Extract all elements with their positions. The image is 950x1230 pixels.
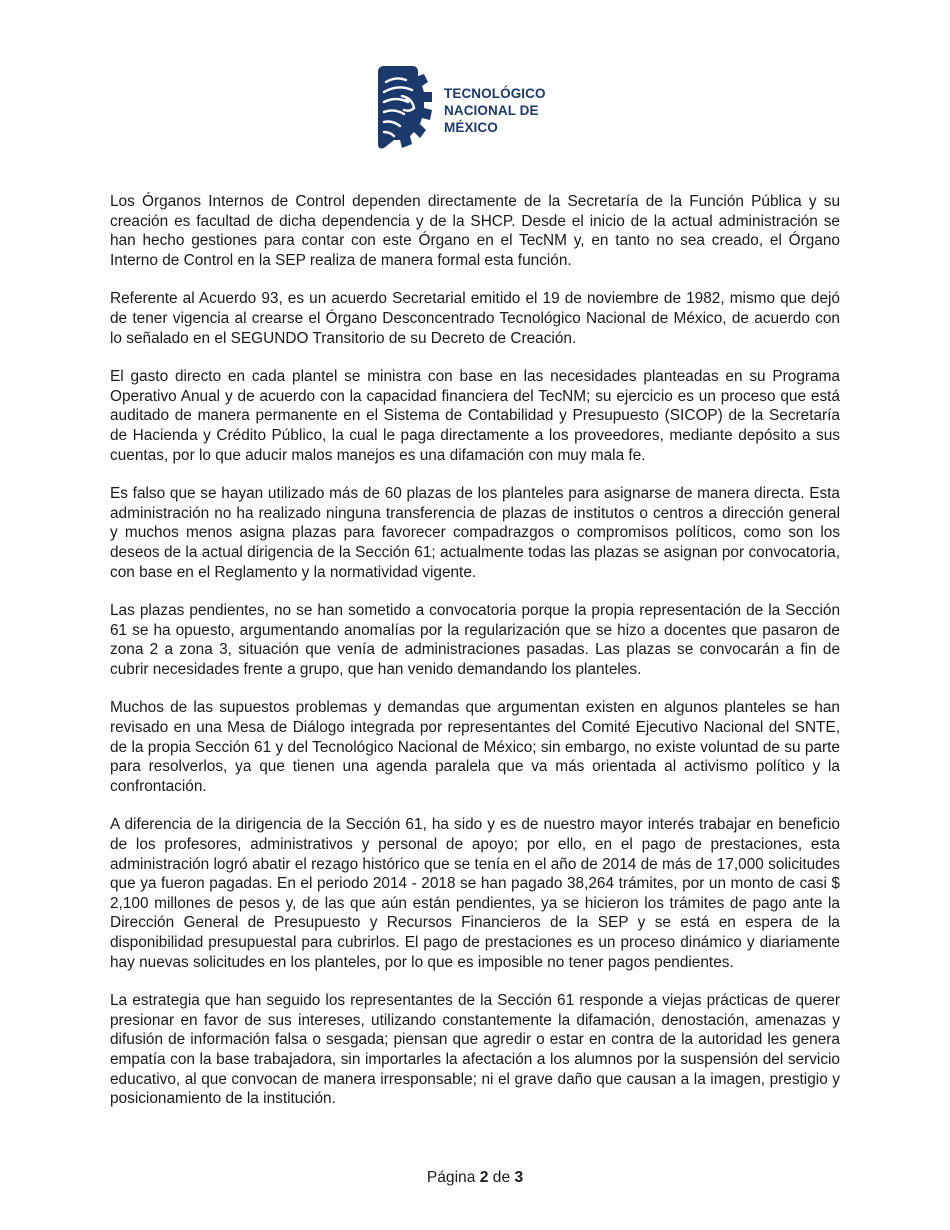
paragraph-4: Es falso que se hayan utilizado más de 60 plazas de los planteles para asignarse de manera directa. Esta administración no ha realizado ninguna transferencia de plazas de institutos o centros a dirección general y muchos menos asigna plazas para favorecer compadrazgos o compromisos políticos, como son los deseos de la actual dirigencia de la Sección 61; actualmente todas las plazas se asignan por convocatoria, con base en el Reglamento y la normatividad vigente. [110, 485, 840, 581]
institution-logo [372, 62, 582, 158]
page-label: Página [426, 1169, 476, 1186]
paragraph-1: Los Órganos Internos de Control dependen directamente de la Secretaría de la Función Pública y su creación es facultad de dicha dependencia y de la SHCP. Desde el inicio de la actual administración se han hecho gestiones para contar con este Órgano en el TecNM y, en tanto no sea creado, el Órgano Interno de Control en la SEP realiza de manera formal esta función. [110, 193, 840, 269]
logo-line-2: NACIONAL DE MÉXICO [444, 102, 539, 135]
current-page: 2 [479, 1169, 489, 1186]
logo-line-1: TECNOLÓGICO [444, 85, 546, 101]
logo-wordmark [444, 85, 582, 136]
total-pages: 3 [514, 1169, 524, 1186]
document-body [110, 192, 840, 1128]
page-separator: de [492, 1169, 511, 1186]
page-number [0, 1169, 950, 1187]
paragraph-8: La estrategia que han seguido los representantes de la Sección 61 responde a viejas prácticas de querer presionar en favor de sus intereses, utilizando constantemente la difamación, denostación, amenazas y difusión de información falsa o sesgada; piensan que agredir o estar en contra de la autoridad les genera empatía con la base trabajadora, sin importarles la afectación a los alumnos por la suspensión del servicio educativo, al que convocan de manera irresponsable; ni el grave daño que causan a la imagen, prestigio y posicionamiento de la institución. [110, 992, 840, 1108]
paragraph-3: El gasto directo en cada plantel se ministra con base en las necesidades planteadas en su Programa Operativo Anual y de acuerdo con la capacidad financiera del TecNM; su ejercicio es un proceso que está auditado de manera permanente en el Sistema de Contabilidad y Presupuesto (SICOP) de la Secretaría de Hacienda y Crédito Público, la cual le paga directamente a los proveedores, mediante depósito a sus cuentas, por lo que aducir malos manejos es una difamación con muy mala fe. [110, 368, 840, 464]
paragraph-2: Referente al Acuerdo 93, es un acuerdo Secretarial emitido el 19 de noviembre de 1982, mismo que dejó de tener vigencia al crearse el Órgano Desconcentrado Tecnológico Nacional de México, de acuerdo con lo señalado en el SEGUNDO Transitorio de su Decreto de Creación. [110, 290, 840, 347]
paragraph-7: A diferencia de la dirigencia de la Sección 61, ha sido y es de nuestro mayor interés trabajar en beneficio de los profesores, administrativos y personal de apoyo; por ello, en el pago de prestaciones, esta administración logró abatir el rezago histórico que se tenía en el año de 2014 de más de 17,000 solicitudes que ya fueron pagadas. En el periodo 2014 - 2018 se han pagado 38,264 trámites, por un monto de casi $ 2,100 millones de pesos y, de las que aún están pendientes, ya se hicieron los trámites de pago ante la Dirección General de Presupuesto y Recursos Financieros de la SEP y se está en espera de la disponibilidad presupuestal para cubrirlos. El pago de prestaciones es un proceso dinámico y diariamente hay nuevas solicitudes en los planteles, por lo que es imposible no tener pagos pendientes. [110, 816, 840, 971]
tecnm-emblem-icon [372, 62, 438, 158]
paragraph-5: Las plazas pendientes, no se han sometido a convocatoria porque la propia representación de la Sección 61 se ha opuesto, argumentando anomalías por la regularización que se hizo a docentes que pasaron de zona 2 a zona 3, situación que venía de administraciones pasadas. Las plazas se convocarán a fin de cubrir necesidades frente a grupo, que han venido demandando los planteles. [110, 602, 840, 678]
paragraph-6: Muchos de las supuestos problemas y demandas que argumentan existen en algunos planteles se han revisado en una Mesa de Diálogo integrada por representantes del Comité Ejecutivo Nacional del SNTE, de la propia Sección 61 y del Tecnológico Nacional de México; sin embargo, no existe voluntad de su parte para resolverlos, ya que tienen una agenda paralela que va más orientada al activismo político y la confrontación. [110, 699, 840, 795]
